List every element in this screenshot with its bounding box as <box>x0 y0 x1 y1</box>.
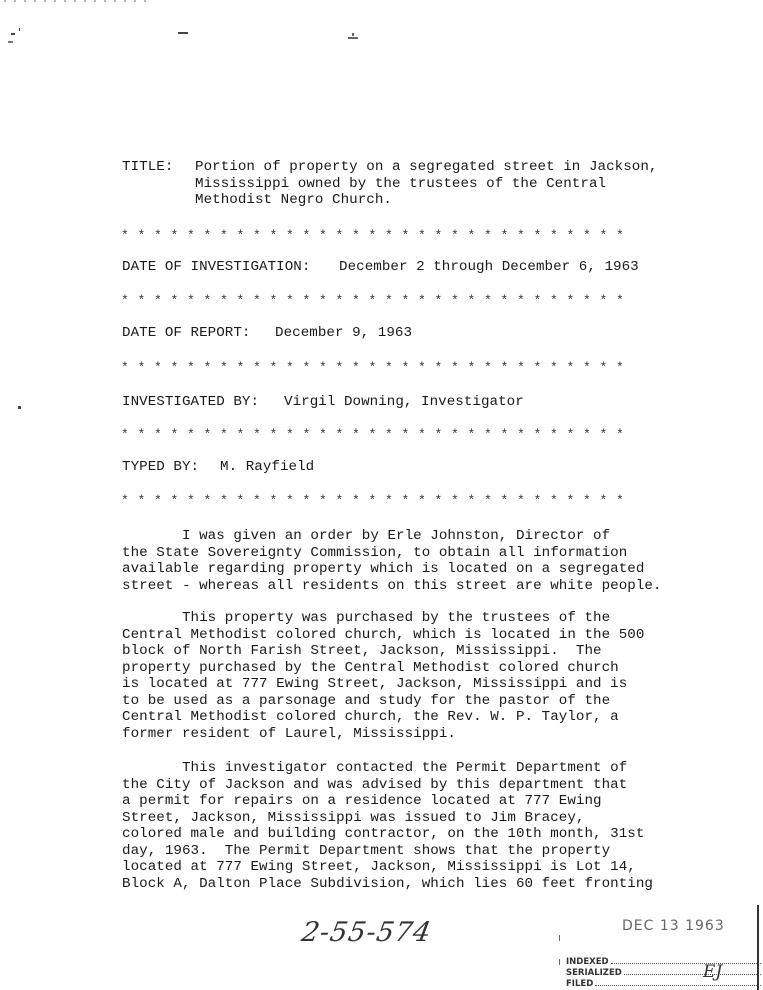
title-label: TITLE: <box>122 159 174 175</box>
paragraph-line: Street, Jackson, Mississippi was issued to Jim Bracey, <box>122 809 585 826</box>
stamp-field-serialized <box>566 967 761 978</box>
paragraph-line: the State Sovereignty Commission, to obtain all information <box>122 544 628 561</box>
received-date-stamp: DEC 13 1963 <box>622 918 725 934</box>
title-line-3: Methodist Negro Church. <box>195 192 392 208</box>
handwritten-initials: EJ <box>703 962 723 982</box>
asterisk-separator: ******************************* <box>121 427 633 442</box>
investigated-by-value: Virgil Downing, Investigator <box>284 394 524 410</box>
date-of-report-label: DATE OF REPORT: <box>122 325 251 341</box>
date-of-investigation-label: DATE OF INVESTIGATION: <box>122 259 311 275</box>
typed-by-value: M. Rayfield <box>220 459 315 475</box>
asterisk-separator: ******************************* <box>121 360 633 375</box>
paragraph-line: This property was purchased by the trustees of the <box>122 610 611 626</box>
stamp-edge-mark <box>559 935 560 941</box>
paragraph-line: Block A, Dalton Place Subdivision, which lies 60 feet fronting <box>122 875 653 892</box>
date-of-report-value: December 9, 1963 <box>275 325 413 341</box>
paragraph-line: This investigator contacted the Permit Department of <box>122 760 628 776</box>
stamp-field-label: FILED <box>566 979 594 989</box>
paragraph-line: Central Methodist colored church, the Rev. W. P. Taylor, a <box>122 709 619 725</box>
paragraph-line: located at 777 Ewing Street, Jackson, Mississippi is Lot 14, <box>122 859 636 875</box>
paragraph-line: to be used as a parsonage and study for the pastor of the <box>122 692 611 709</box>
filing-stamp <box>566 956 761 990</box>
paragraph-line: is located at 777 Ewing Street, Jackson, Mississippi and is <box>122 676 628 692</box>
scan-speck <box>19 28 20 31</box>
scan-mark <box>348 37 358 39</box>
stamp-field-label: SERIALIZED <box>566 968 622 978</box>
paragraph-line: street - whereas all residents on this street are white people. <box>122 577 662 594</box>
stamp-field-indexed <box>566 956 761 967</box>
scan-mark <box>352 33 354 36</box>
scan-speck <box>18 406 21 409</box>
paragraph-line: colored male and building contractor, on the 10th month, 31st <box>122 826 645 842</box>
stamp-field-label: INDEXED <box>566 957 609 967</box>
page-edge-line <box>757 905 759 990</box>
paragraph-line: I was given an order by Erle Johnston, Director of <box>122 528 611 544</box>
paragraph-line: a permit for repairs on a residence located at 777 Ewing <box>122 793 602 809</box>
paragraph-line: day, 1963. The Permit Department shows that the property <box>122 842 611 859</box>
scan-mark <box>178 32 188 34</box>
title-line-1: Portion of property on a segregated street in Jackson, <box>195 159 658 175</box>
stamp-edge-mark <box>559 959 560 965</box>
asterisk-separator: ******************************* <box>121 293 633 308</box>
investigated-by-label: INVESTIGATED BY: <box>122 394 260 410</box>
paragraph-line: block of North Farish Street, Jackson, Mississippi. The <box>122 643 602 659</box>
paragraph-line: property purchased by the Central Methodist colored church <box>122 659 619 676</box>
asterisk-separator: ******************************* <box>121 493 633 508</box>
scan-edge-dots <box>0 0 150 2</box>
date-of-investigation-value: December 2 through December 6, 1963 <box>339 259 639 275</box>
stamp-field-filed <box>566 978 761 989</box>
paragraph-line: the City of Jackson and was advised by this department that <box>122 776 628 793</box>
paragraph-line: available regarding property which is located on a segregated <box>122 561 645 577</box>
handwritten-file-number: 2-55-574 <box>299 917 435 948</box>
paragraph-line: former resident of Laurel, Mississippi. <box>122 725 456 742</box>
scan-speck <box>8 41 13 43</box>
paragraph-line: Central Methodist colored church, which is located in the 500 <box>122 626 645 643</box>
title-line-2: Mississippi owned by the trustees of the Central <box>195 175 607 192</box>
asterisk-separator: ******************************* <box>121 228 633 243</box>
scan-speck <box>11 33 15 35</box>
typed-by-label: TYPED BY: <box>122 459 200 475</box>
